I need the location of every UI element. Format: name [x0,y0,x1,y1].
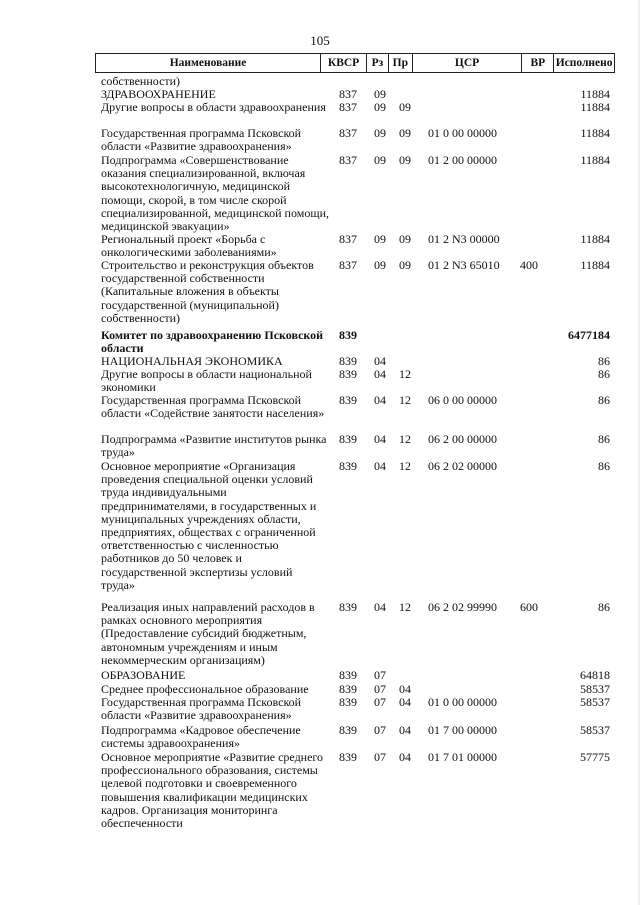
cell-done: 57775 [580,750,610,764]
cell-rz: 07 [374,682,386,696]
cell-csr: 06 0 00 00000 [428,393,497,407]
header-name: Наименование [96,54,321,72]
header-kvsr: КВСР [321,54,367,72]
cell-kvsr: 837 [339,100,357,114]
cell-kvsr: 839 [339,600,357,614]
cell-rz: 07 [374,668,386,682]
cell-kvsr: 839 [339,668,357,682]
cell-name: Подпрограмма «Кадровое обеспечение системы здравоохранения» [101,723,301,751]
cell-done: 11884 [580,126,610,140]
cell-pr: 09 [399,100,411,114]
cell-done: 86 [598,354,610,368]
cell-csr: 01 7 00 00000 [428,723,497,737]
cell-rz: 04 [374,354,386,368]
header-csr: ЦСР [413,54,523,72]
cell-csr: 06 2 02 99990 [428,600,497,614]
cell-pr: 12 [399,459,411,473]
cell-rz: 09 [374,258,386,272]
cell-kvsr: 839 [339,367,357,381]
cell-pr: 09 [399,153,411,167]
cell-rz: 04 [374,393,386,407]
cell-done: 11884 [580,100,610,114]
page-number: 105 [310,33,330,48]
cell-name: Подпрограмма «Совершенствование оказания специализированной, включая высокотехнологичную, медицинской помощи, скорой, в том числе скорой специализированной, медицинской помощи, медицинской эвакуации» [101,153,329,234]
cell-name: Подпрограмма «Развитие институтов рынка труда» [101,432,327,460]
cell-name: ОБРАЗОВАНИЕ [101,668,186,682]
cell-rz: 04 [374,432,386,446]
cell-csr: 01 2 N3 65010 [428,258,500,272]
cell-name: Государственная программа Псковской области «Развитие здравоохранения» [101,126,302,154]
cell-done: 86 [598,432,610,446]
cell-csr: 01 0 00 00000 [428,126,497,140]
cell-name: собственности) [101,74,181,88]
cell-pr: 12 [399,600,411,614]
cell-rz: 04 [374,600,386,614]
cell-name: Государственная программа Псковской области «Содействие занятости населения» [101,393,325,421]
cell-name: Комитет по здравоохранению Псковской области [101,328,324,356]
cell-done: 11884 [580,232,610,246]
cell-kvsr: 837 [339,87,357,101]
cell-rz: 09 [374,87,386,101]
cell-kvsr: 839 [339,682,357,696]
cell-kvsr: 839 [339,393,357,407]
cell-done: 86 [598,367,610,381]
cell-name: Другие вопросы в области здравоохранения [101,100,326,114]
cell-rz: 07 [374,750,386,764]
cell-name: Среднее профессиональное образование [101,682,309,696]
cell-rz: 09 [374,100,386,114]
cell-kvsr: 839 [339,750,357,764]
cell-kvsr: 839 [339,354,357,368]
cell-rz: 09 [374,126,386,140]
cell-kvsr: 837 [339,258,357,272]
cell-done: 11884 [580,87,610,101]
cell-name: Строительство и реконструкция объектов государственной собственности (Капитальные вложения в объекты государственной (муниципальной) собственности) [101,258,314,325]
cell-rz: 04 [374,367,386,381]
cell-pr: 09 [399,126,411,140]
cell-rz: 09 [374,232,386,246]
cell-rz: 07 [374,695,386,709]
cell-done: 58537 [580,723,610,737]
header-done: Исполнено [555,57,613,69]
cell-done: 86 [598,393,610,407]
cell-rz: 09 [374,153,386,167]
cell-csr: 01 7 01 00000 [428,750,497,764]
cell-rz: 04 [374,459,386,473]
cell-done: 64818 [580,668,610,682]
cell-pr: 09 [399,232,411,246]
cell-csr: 01 2 N3 00000 [428,232,500,246]
cell-done: 86 [598,459,610,473]
header-pr: Пр [389,54,413,72]
cell-name: НАЦИОНАЛЬНАЯ ЭКОНОМИКА [101,354,283,368]
cell-vr: 600 [520,600,538,614]
cell-pr: 04 [399,695,411,709]
cell-name: ЗДРАВООХРАНЕНИЕ [101,87,216,101]
cell-name: Государственная программа Псковской области «Развитие здравоохранения» [101,695,302,723]
cell-done: 11884 [580,258,610,272]
cell-csr: 01 2 00 00000 [428,153,497,167]
cell-done: 58537 [580,695,610,709]
cell-pr: 04 [399,682,411,696]
cell-kvsr: 839 [339,432,357,446]
cell-vr: 400 [520,258,538,272]
cell-csr: 06 2 02 00000 [428,459,497,473]
cell-done: 58537 [580,682,610,696]
cell-kvsr: 837 [339,153,357,167]
cell-done: 6477184 [568,328,610,342]
cell-rz: 07 [374,723,386,737]
header-rz: Рз [367,54,389,72]
header-vr: ВР [522,54,554,72]
cell-kvsr: 839 [339,723,357,737]
cell-pr: 04 [399,750,411,764]
cell-kvsr: 837 [339,126,357,140]
cell-kvsr: 839 [339,459,357,473]
cell-name: Реализация иных направлений расходов в рамках основного мероприятия (Предоставление субсидий бюджетным, автономным учреждениям и иным некоммерческим организациям) [101,600,315,667]
cell-csr: 01 0 00 00000 [428,695,497,709]
cell-name: Региональный проект «Борьба с онкологическими заболеваниями» [101,232,277,260]
cell-done: 11884 [580,153,610,167]
cell-pr: 12 [399,393,411,407]
cell-pr: 09 [399,258,411,272]
cell-name: Основное мероприятие «Развитие среднего профессионального образования, системы целевой подготовки и своевременного повышения квалификации медицинских кадров. Организация мониторинга обеспеченности [101,750,324,831]
cell-pr: 04 [399,723,411,737]
cell-kvsr: 837 [339,232,357,246]
cell-kvsr: 839 [339,328,357,342]
cell-csr: 06 2 00 00000 [428,432,497,446]
cell-done: 86 [598,600,610,614]
table-header [95,53,615,73]
cell-name: Другие вопросы в области национальной экономики [101,367,312,395]
cell-pr: 12 [399,432,411,446]
cell-pr: 12 [399,367,411,381]
cell-name: Основное мероприятие «Организация проведения специальной оценки условий труда индивидуальными предпринимателями, в государственных и муниципальных учреждениях области, предприятиях, обществах с ограниченной ответственностью с численностью работников до 50 человек и государственной экспертизы условий труда» [101,459,317,592]
cell-kvsr: 839 [339,695,357,709]
